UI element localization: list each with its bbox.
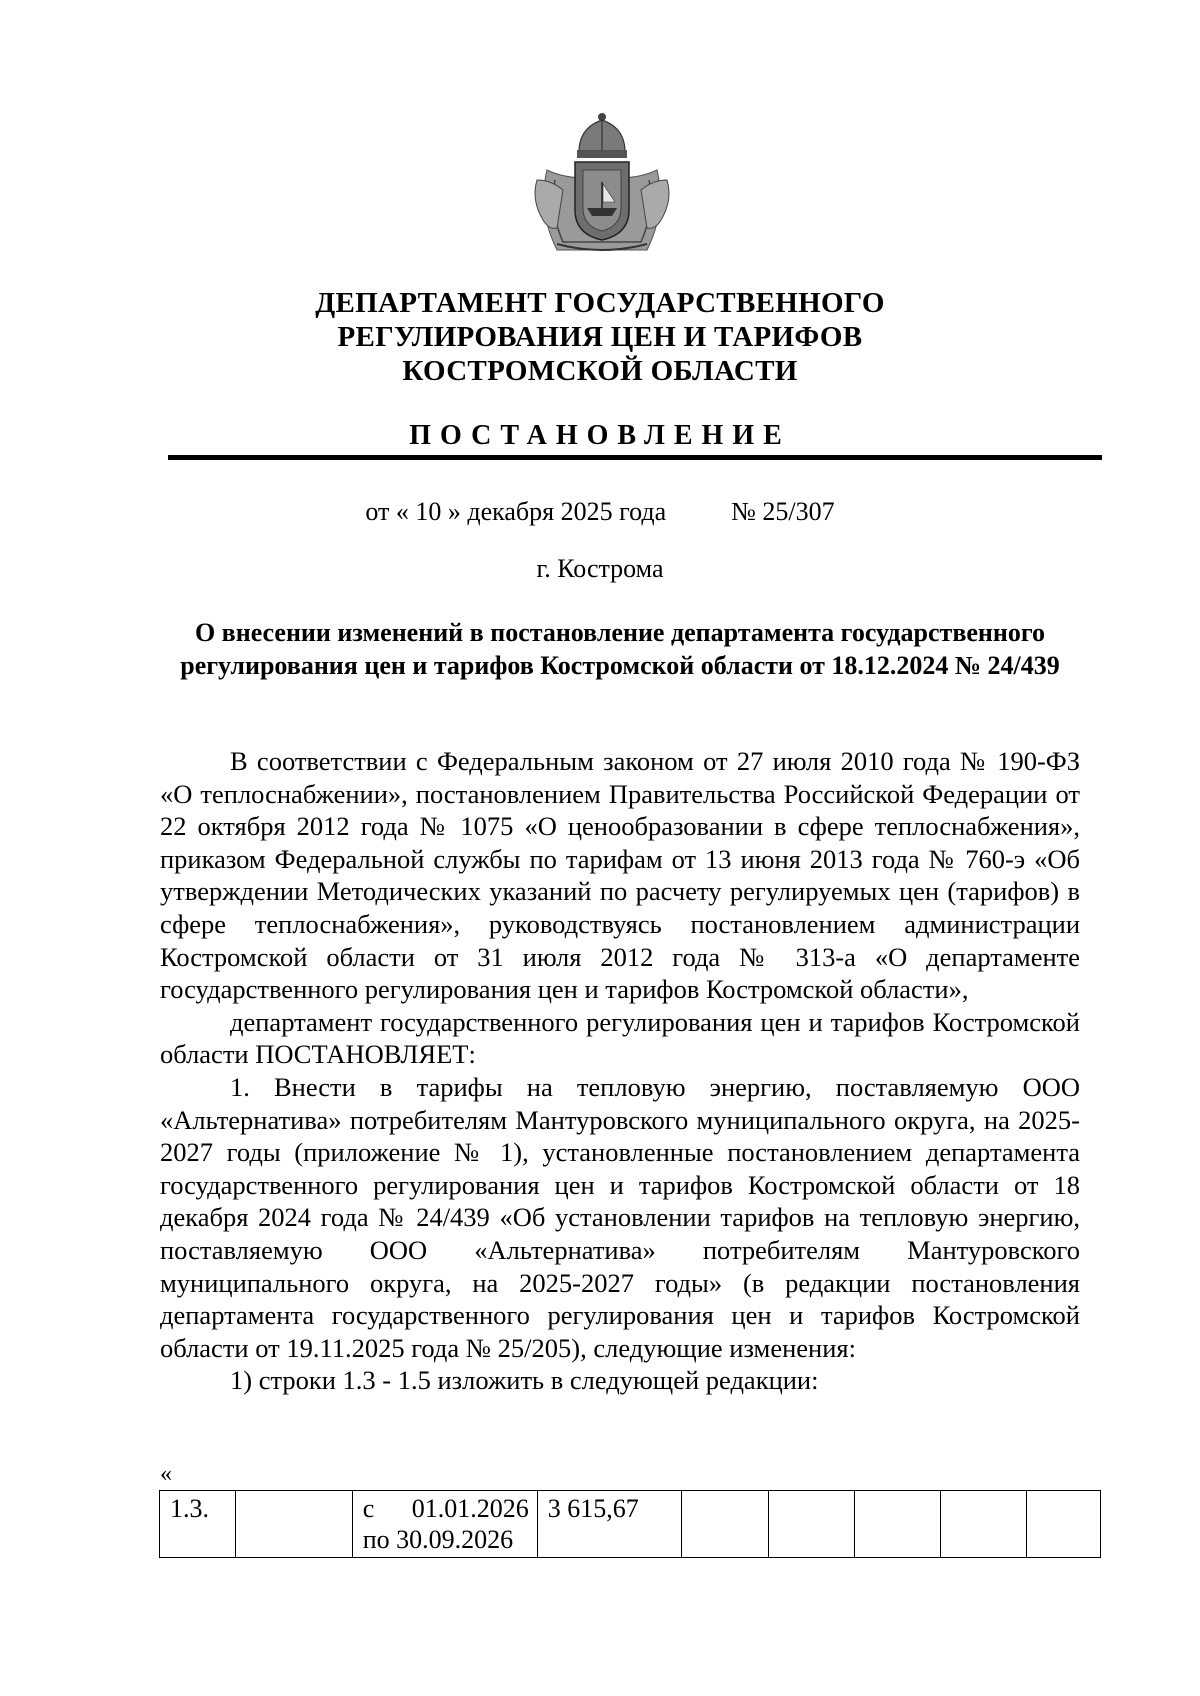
subject-line: О внесении изменений в постановление департамента государственного (194, 618, 1046, 647)
body-paragraph: 1. Внести в тарифы на тепловую энергию, поставляемую ООО «Альтернатива» потребителям Мантуровского муниципального округа, на 2025-2027 годы (приложение № 1), установленные постановлением департамента государственного регулирования цен и тарифов Костромской области от 18 декабря 2024 года № 24/439 «Об установлении тарифов на тепловую энергию, поставляемую ООО «Альтернатива» потребителям Мантуровского муниципального округа, на 2025-2027 годы» (в редакции постановления департамента государственного регулирования цен и тарифов Костромской области от 19.11.2025 года № 25/205), следующие изменения: (160, 1071, 1080, 1363)
period-prefix: с (362, 1494, 375, 1523)
header-divider (168, 455, 1102, 460)
document-subject (150, 616, 1090, 682)
table-cell (681, 1491, 769, 1558)
period-to: по 30.09.2026 (362, 1525, 514, 1554)
table-row (160, 1491, 1101, 1558)
document-body (160, 745, 1080, 1397)
date-number-line (0, 496, 1200, 528)
body-paragraph: департамент государственного регулирования цен и тарифов Костромской области ПОСТАНОВЛЯЕТ: (160, 1006, 1080, 1070)
table-cell (855, 1491, 941, 1558)
table-cell (941, 1491, 1027, 1558)
subject-line: регулирования цен и тарифов Костромской области от 18.12.2024 № 24/439 (180, 651, 1060, 680)
body-paragraph: В соответствии с Федеральным законом от 27 июля 2010 года № 190-ФЗ «О теплоснабжении», постановлением Правительства Российской Федерации от 22 октября 2012 года № 1075 «О ценообразовании в сфере теплоснабжения», приказом Федеральной службы по тарифам от 13 июня 2013 года № 760-э «Об утверждении Методических указаний по расчету регулируемых цен (тарифов) в сфере теплоснабжения», руководствуясь постановлением администрации Костромской области от 31 июля 2012 года № 313-а «О департаменте государственного регулирования цен и тарифов Костромской области», (160, 746, 1080, 1005)
period-from: 01.01.2026 (411, 1494, 529, 1523)
document-city: г. Кострома (536, 554, 664, 583)
org-line: РЕГУЛИРОВАНИЯ ЦЕН И ТАРИФОВ (337, 321, 863, 353)
table-cell (235, 1491, 352, 1558)
row-number-cell: 1.3. (160, 1491, 236, 1558)
org-line: КОСТРОМСКОЙ ОБЛАСТИ (402, 355, 798, 387)
tariff-table (159, 1490, 1101, 1558)
org-line: ДЕПАРТАМЕНТ ГОСУДАРСТВЕННОГО (315, 287, 885, 319)
body-paragraph: 1) строки 1.3 - 1.5 изложить в следующей редакции: (230, 1365, 819, 1396)
table-cell (1027, 1491, 1101, 1558)
quote-mark: « (160, 1461, 172, 1487)
document-date: от « 10 » декабря 2025 года (365, 497, 667, 526)
kostroma-coat-of-arms-icon (527, 110, 677, 260)
table-cell (769, 1491, 855, 1558)
organization-name (0, 286, 1200, 388)
document-type: ПОСТАНОВЛЕНИЕ (409, 420, 791, 451)
document-number: № 25/307 (731, 497, 835, 526)
tariff-value-cell: 3 615,67 (537, 1491, 681, 1558)
period-cell (352, 1491, 537, 1558)
